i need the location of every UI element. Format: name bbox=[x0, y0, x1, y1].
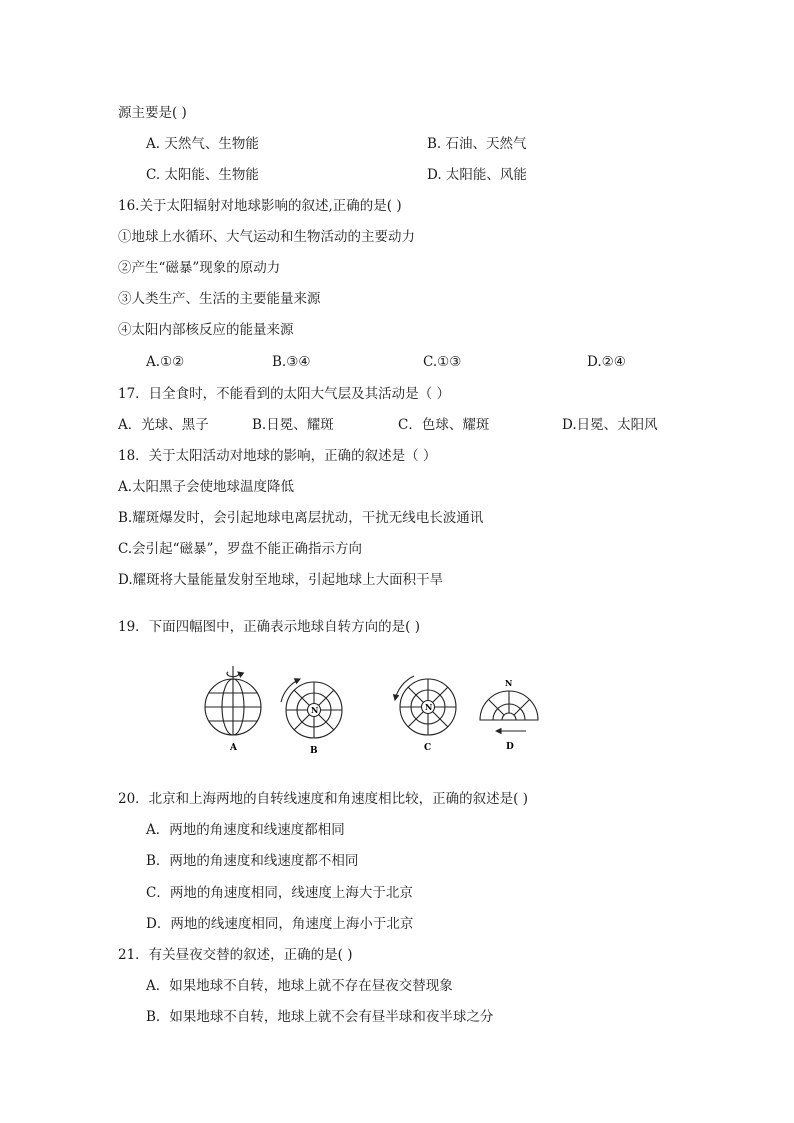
q16-statement-2: ②产生“磁暴”现象的原动力 bbox=[118, 260, 281, 276]
figure-a-globe bbox=[205, 666, 261, 735]
q20-option-b: B．两地的角速度和线速度都不相同 bbox=[146, 853, 359, 869]
q17-stem: 17．日全食时，不能看到的太阳大气层及其活动是（ ） bbox=[118, 386, 450, 402]
q15-option-c: C. 太阳能、生物能 bbox=[146, 167, 259, 183]
q16-statement-1: ①地球上水循环、大气运动和生物活动的主要动力 bbox=[118, 229, 415, 245]
q19-figures bbox=[196, 662, 556, 762]
figure-d-pole-label: N bbox=[505, 678, 513, 688]
figure-b-pole-label: N bbox=[311, 705, 319, 715]
earth-rotation-figures bbox=[196, 662, 556, 762]
figure-d-label: D bbox=[506, 742, 514, 752]
q18-option-b: B.耀斑爆发时，会引起地球电离层扰动，干扰无线电长波通讯 bbox=[118, 510, 484, 526]
q16-stem: 16.关于太阳辐射对地球影响的叙述,正确的是( ) bbox=[118, 198, 402, 214]
q18-option-a: A.太阳黑子会使地球温度降低 bbox=[118, 479, 295, 495]
q21-option-b: B．如果地球不自转，地球上就不会有昼半球和夜半球之分 bbox=[146, 1009, 494, 1025]
q21-option-a: A．如果地球不自转，地球上就不存在昼夜交替现象 bbox=[146, 978, 453, 994]
q18-option-c: C.会引起“磁暴”，罗盘不能正确指示方向 bbox=[118, 541, 362, 557]
figure-a-label: A bbox=[230, 743, 237, 753]
figure-b-label: B bbox=[310, 746, 318, 756]
figure-c-label: C bbox=[424, 743, 432, 753]
q16-option-b: B.③④ bbox=[272, 354, 311, 370]
q18-stem: 18．关于太阳活动对地球的影响，正确的叙述是（ ） bbox=[118, 448, 437, 464]
q21-stem: 21．有关昼夜交替的叙述，正确的是( ) bbox=[118, 947, 353, 963]
q18-option-d: D.耀斑将大量能量发射至地球，引起地球上大面积干旱 bbox=[118, 572, 444, 588]
q16-option-a: A.①② bbox=[146, 354, 185, 370]
q15-option-d: D. 太阳能、风能 bbox=[427, 167, 527, 183]
q15-stem-tail: 源主要是( ) bbox=[118, 105, 187, 121]
figure-c-pole-label: N bbox=[425, 702, 433, 712]
q15-option-b: B. 石油、天然气 bbox=[427, 136, 527, 152]
figure-d-halfview bbox=[480, 691, 538, 731]
q16-statement-3: ③人类生产、生活的主要能量来源 bbox=[118, 291, 321, 307]
q20-option-c: C．两地的角速度相同，线速度上海大于北京 bbox=[146, 885, 413, 901]
q17-option-c: C．色球、耀斑 bbox=[398, 417, 490, 433]
q16-option-c: C.①③ bbox=[423, 354, 462, 370]
q20-stem: 20．北京和上海两地的自转线速度和角速度相比较，正确的叙述是( ) bbox=[118, 791, 529, 807]
q19-stem: 19．下面四幅图中，正确表示地球自转方向的是( ) bbox=[118, 619, 421, 635]
q16-statement-4: ④太阳内部核反应的能量来源 bbox=[118, 322, 294, 338]
q17-option-b: B.日冕、耀斑 bbox=[252, 417, 334, 433]
q20-option-a: A．两地的角速度和线速度都相同 bbox=[146, 822, 345, 838]
q15-option-a: A. 天然气、生物能 bbox=[146, 136, 259, 152]
q20-option-d: D．两地的线速度相同，角速度上海小于北京 bbox=[146, 916, 414, 932]
q17-option-d: D.日冕、太阳风 bbox=[562, 417, 658, 433]
q17-option-a: A．光球、黑子 bbox=[118, 417, 209, 433]
q16-option-d: D.②④ bbox=[587, 354, 626, 370]
